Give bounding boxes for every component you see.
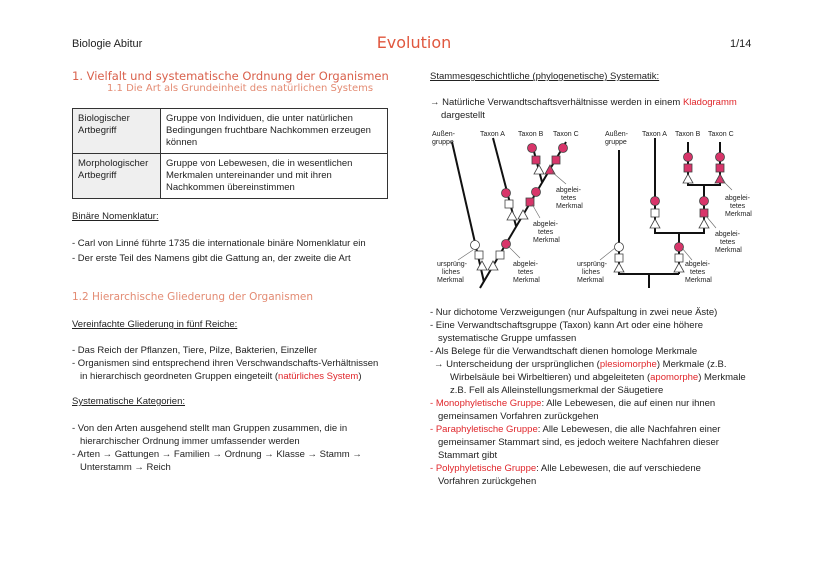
text: → Natürliche Verwandtschaftsverhältnisse werden in einem <box>430 97 683 108</box>
label: ursprüng- <box>577 261 607 268</box>
square-marker-icon <box>716 164 724 172</box>
term-cell: Biologischer Artbegriff <box>73 109 161 154</box>
bullet: - Von den Arten ausgehend stellt man Gruppen zusammen, die in <box>72 423 348 434</box>
character-markers <box>471 144 726 273</box>
highlight: apomorphe <box>650 372 699 383</box>
term-monophyletic: Monophyletische Gruppe <box>435 398 542 409</box>
label: tetes <box>720 239 736 246</box>
section-heading: 1. Vielfalt und systematische Ordnung der Organismen <box>72 69 389 83</box>
bullet-cont: hierarchischer Ordnung immer umfassender werden <box>80 436 300 447</box>
label: Taxon C <box>553 131 579 138</box>
triangle-marker-icon <box>507 211 517 220</box>
label: abgelei- <box>715 231 740 238</box>
circle-marker-icon <box>675 243 684 252</box>
text: ) Merkmale (z.B. <box>656 359 727 370</box>
bullet: - Polyphyletische Gruppe: Alle Lebewesen, die auf verschiedene <box>430 463 701 474</box>
square-marker-icon <box>496 251 504 259</box>
bullet-cont: Unterstamm → Reich <box>80 462 171 473</box>
triangle-marker-icon <box>534 165 544 174</box>
label: liches <box>442 269 460 276</box>
triangle-marker-icon <box>488 261 498 270</box>
label: Taxon C <box>708 131 734 138</box>
triangle-marker-icon <box>518 210 528 219</box>
label: Merkmal <box>513 277 540 284</box>
label: abgelei- <box>556 187 581 194</box>
square-marker-icon <box>675 254 683 262</box>
text: : Alle Lebewesen, die auf verschiedene <box>536 463 701 474</box>
bullet: - Nur dichotome Verzweigungen (nur Aufspaltung in zwei neue Äste) <box>430 307 718 318</box>
table-row <box>73 154 388 199</box>
highlight: plesiomorphe <box>599 359 657 370</box>
circle-marker-icon <box>528 144 537 153</box>
bullet-cont: Vorfahren zurückgehen <box>438 476 537 487</box>
bullet <box>430 358 770 371</box>
systematik-notes <box>430 306 770 488</box>
definition-cell: Gruppe von Lebewesen, die in wesentlichen Merkmalen untereinander und mit ihren Nachkommen übereinstimmen <box>161 154 388 199</box>
circle-marker-icon <box>502 189 511 198</box>
bullet-cont: gemeinsamer Stammart sind, es jedoch weitere Nachfahren dieser <box>438 437 719 448</box>
label: abgelei- <box>513 261 538 268</box>
bullet-cont: gemeinsamen Vorfahren zurückgehen <box>438 411 599 422</box>
square-marker-icon <box>615 254 623 262</box>
header-subject: Biologie Abitur <box>72 38 143 50</box>
bullet: - Das Reich der Pflanzen, Tiere, Pilze, Bakterien, Einzeller <box>72 345 317 356</box>
label: tetes <box>690 269 706 276</box>
bullet: - Der erste Teil des Namens gibt die Gattung an, der zweite die Art <box>72 253 351 264</box>
reiche-heading: Vereinfachte Gliederung in fünf Reiche: <box>72 319 238 330</box>
intro-cont: dargestellt <box>441 110 485 121</box>
triangle-marker-icon <box>683 174 693 183</box>
circle-marker-icon <box>684 153 693 162</box>
circle-marker-icon <box>471 241 480 250</box>
text: : Alle Lebewesen, die alle Nachfahren einer <box>537 424 721 435</box>
term-cell: Morphologischer Artbegriff <box>73 154 161 199</box>
table-row <box>73 109 388 154</box>
label: tetes <box>538 229 554 236</box>
label: gruppe <box>605 139 627 146</box>
circle-marker-icon <box>700 197 709 206</box>
square-marker-icon <box>700 209 708 217</box>
bullet: - Als Belege für die Verwandtschaft dienen homologe Merkmale <box>430 346 698 357</box>
label: Taxon B <box>675 131 701 138</box>
label: Taxon B <box>518 131 544 138</box>
square-marker-icon <box>651 209 659 217</box>
circle-marker-icon <box>716 153 725 162</box>
square-marker-icon <box>505 200 513 208</box>
bullet: - Eine Verwandtschaftsgruppe (Taxon) kann Art oder eine höhere <box>430 320 704 331</box>
page-number: 1/14 <box>730 38 752 50</box>
definition-cell: Gruppe von Individuen, die unter natürlichen Bedingungen fruchtbare Nachkommen erzeugen können <box>161 109 388 154</box>
highlight: natürliches System <box>278 371 359 382</box>
square-marker-icon <box>552 156 560 164</box>
nomenklatur-heading: Binäre Nomenklatur: <box>72 211 159 222</box>
label: Außen- <box>605 131 628 138</box>
label: tetes <box>730 203 746 210</box>
square-marker-icon <box>532 156 540 164</box>
triangle-marker-icon <box>650 219 660 228</box>
text: Wirbelsäule bei Wirbeltieren) und abgeleiteten ( <box>450 372 651 383</box>
bullet: - Monophyletische Gruppe: Alle Lebewesen, die auf einen nur ihnen <box>430 398 716 409</box>
label: tetes <box>561 195 577 202</box>
highlight: Kladogramm <box>682 97 737 108</box>
label: Merkmal <box>556 203 583 210</box>
cladogram-left <box>452 138 566 288</box>
label: Merkmal <box>715 247 742 254</box>
label: abgelei- <box>725 195 750 202</box>
label: liches <box>582 269 600 276</box>
bullet-cont <box>72 370 361 383</box>
triangle-marker-icon <box>545 165 555 174</box>
label: Merkmal <box>533 237 560 244</box>
term-polyphyletic: Polyphyletische Gruppe <box>435 463 537 474</box>
bullet: - Paraphyletische Gruppe: Alle Lebewesen, die alle Nachfahren einer <box>430 424 721 435</box>
text: ) Merkmale <box>698 372 746 383</box>
cladogram-diagrams <box>420 120 760 290</box>
circle-marker-icon <box>615 243 624 252</box>
species-concept-table <box>72 108 388 199</box>
circle-marker-icon <box>532 188 541 197</box>
text: in hierarchisch geordneten Gruppen eingeteilt ( <box>80 371 279 382</box>
triangle-marker-icon <box>614 263 624 272</box>
triangle-marker-icon <box>699 219 709 228</box>
text: : Alle Lebewesen, die auf einen nur ihnen <box>541 398 716 409</box>
bullet-cont: systematische Gruppe umfassen <box>438 333 577 344</box>
bullet: - Arten → Gattungen → Familien → Ordnung → Klasse → Stamm → <box>72 449 362 460</box>
bullet: - Organismen sind entsprechend ihren Verschwandschafts-Verhältnissen <box>72 358 379 369</box>
circle-marker-icon <box>559 144 568 153</box>
label: Merkmal <box>685 277 712 284</box>
label: abgelei- <box>685 261 710 268</box>
label: gruppe <box>432 139 454 146</box>
triangle-marker-icon <box>674 263 684 272</box>
label: ursprüng- <box>437 261 467 268</box>
label: Außen- <box>432 131 455 138</box>
label: abgelei- <box>533 221 558 228</box>
kategorien-heading: Systematische Kategorien: <box>72 396 186 407</box>
subsection-heading: 1.1 Die Art als Grundeinheit des natürlichen Systems <box>107 83 374 94</box>
square-marker-icon <box>684 164 692 172</box>
systematik-heading: Stammesgeschichtliche (phylogenetische) Systematik: <box>430 71 660 82</box>
label: Merkmal <box>725 211 752 218</box>
bullet-cont: z.B. Fell als Alleinstellungsmerkmal der Säugetiere <box>450 385 664 396</box>
page-title: Evolution <box>376 33 452 52</box>
bullet-cont <box>430 371 770 384</box>
bullet: - Carl von Linné führte 1735 die internationale binäre Nomenklatur ein <box>72 238 366 249</box>
label: Merkmal <box>577 277 604 284</box>
text: → Unterscheidung der ursprünglichen ( <box>434 359 600 370</box>
label: Merkmal <box>437 277 464 284</box>
label: Taxon A <box>480 131 505 138</box>
intro <box>430 96 737 109</box>
text: ) <box>358 371 362 382</box>
label: tetes <box>518 269 534 276</box>
term-paraphyletic: Paraphyletische Gruppe <box>435 424 538 435</box>
label: Taxon A <box>642 131 667 138</box>
circle-marker-icon <box>651 197 660 206</box>
bullet-cont: Stammart gibt <box>438 450 498 461</box>
section-heading: 1.2 Hierarchische Gliederung der Organismen <box>72 291 314 303</box>
square-marker-icon <box>475 251 483 259</box>
